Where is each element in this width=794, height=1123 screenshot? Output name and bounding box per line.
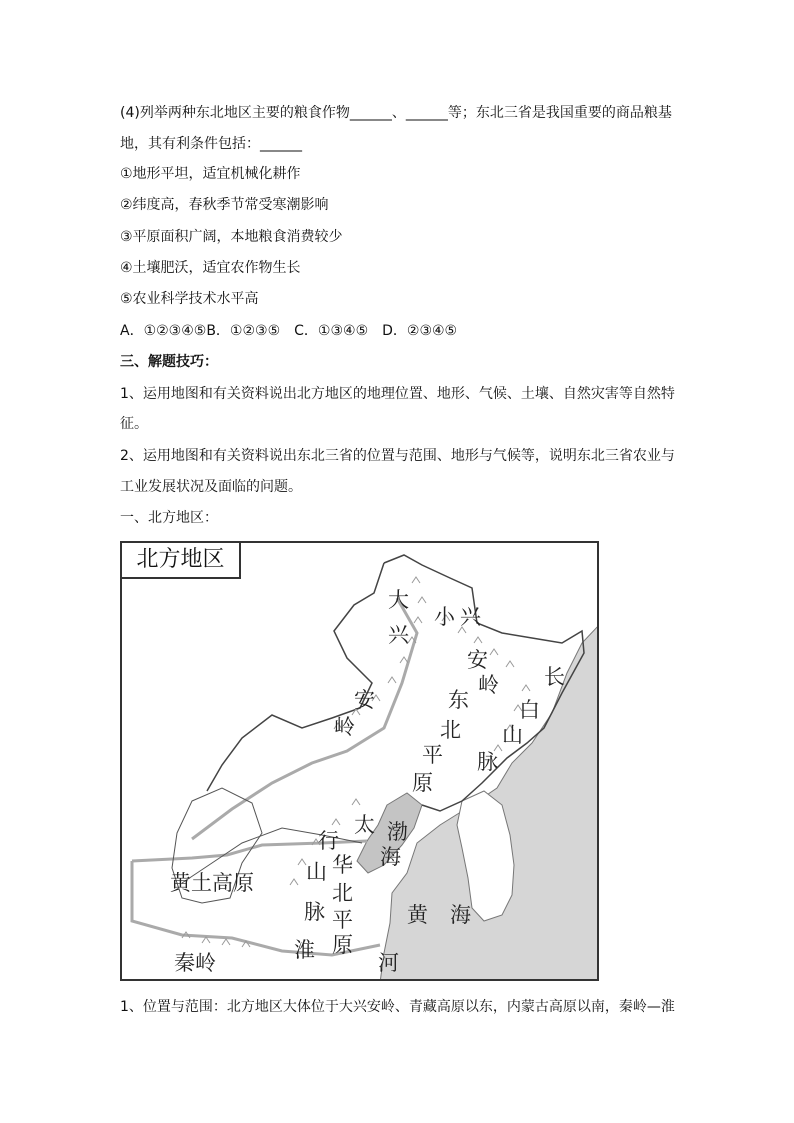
option-3: ③平原面积广阔，本地粮食消费较少 [120,229,343,245]
option-1: ①地形平坦，适宜机械化耕作 [120,166,301,182]
tip-1-line2: 征。 [120,416,148,432]
label-huabei-3: 平 [332,908,353,932]
label-yellow-sea-2: 海 [450,903,471,927]
label-huaihe-1: 淮 [294,938,315,962]
label-bohai-2: 海 [380,845,401,869]
footer-position-text: 1、位置与范围：北方地区大体位于大兴安岭、青藏高原以东，内蒙古高原以南，秦岭—淮 [120,999,675,1015]
label-daxing-4: 岭 [334,715,355,739]
option-5: ⑤农业科学技术水平高 [120,291,259,307]
label-huabei-2: 北 [332,881,353,905]
question-4-line2: 地，其有利条件包括：______ [120,136,302,152]
label-dongbei-4: 原 [412,771,433,795]
question-4-line1: (4)列举两种东北地区主要的粮食作物______、______等；东北三省是我国重要的商品粮基 [120,105,672,121]
label-changbai-3: 山 [502,723,523,747]
label-xiaoxing-2: 兴 [460,605,481,629]
tip-1-line1: 1、运用地图和有关资料说出北方地区的地理位置、地形、气候、土壤、自然灾害等自然特 [120,386,675,402]
label-bohai-1: 渤 [387,820,408,844]
label-daxing-1: 大 [388,588,409,612]
label-changbai-4: 脉 [477,750,498,774]
label-yellow-sea-1: 黄 [407,903,428,927]
option-2: ②纬度高，春秋季节常受寒潮影响 [120,197,329,213]
label-xiaoxing-3: 安 [467,648,488,672]
label-xiaoxing-4: 岭 [478,673,499,697]
map-drawing [122,543,599,981]
tip-2-line1: 2、运用地图和有关资料说出东北三省的位置与范围、地形与气候等，说明东北三省农业与 [120,448,675,464]
label-changbai-1: 长 [544,665,565,689]
label-dongbei-2: 北 [440,718,461,742]
label-huabei-4: 原 [332,933,353,957]
label-taihang-2: 行 [318,829,339,853]
label-daxing-3: 安 [354,688,375,712]
section-heading: 三、解题技巧： [120,354,218,370]
north-region-map [120,541,599,981]
label-qinling: 秦岭 [174,951,216,975]
label-dongbei-1: 东 [448,688,469,712]
map-title: 北方地区 [122,543,241,579]
label-loess-plateau: 黄土高原 [170,871,254,895]
label-huaihe-2: 河 [378,951,399,975]
label-taihang-1: 太 [354,813,375,837]
label-taihang-3: 山 [306,860,327,884]
label-xiaoxing-1: 小 [434,605,455,629]
label-daxing-2: 兴 [388,623,409,647]
label-changbai-2: 白 [519,698,540,722]
label-taihang-4: 脉 [304,900,325,924]
subsection-heading: 一、北方地区： [120,510,218,526]
label-huabei-1: 华 [332,853,353,877]
option-4: ④土壤肥沃，适宜农作物生长 [120,260,301,276]
tip-2-line2: 工业发展状况及面临的问题。 [120,479,302,495]
answer-choices: A．①②③④⑤B．①②③⑤ C．①③④⑤ D．②③④⑤ [120,323,458,339]
label-dongbei-3: 平 [422,743,443,767]
